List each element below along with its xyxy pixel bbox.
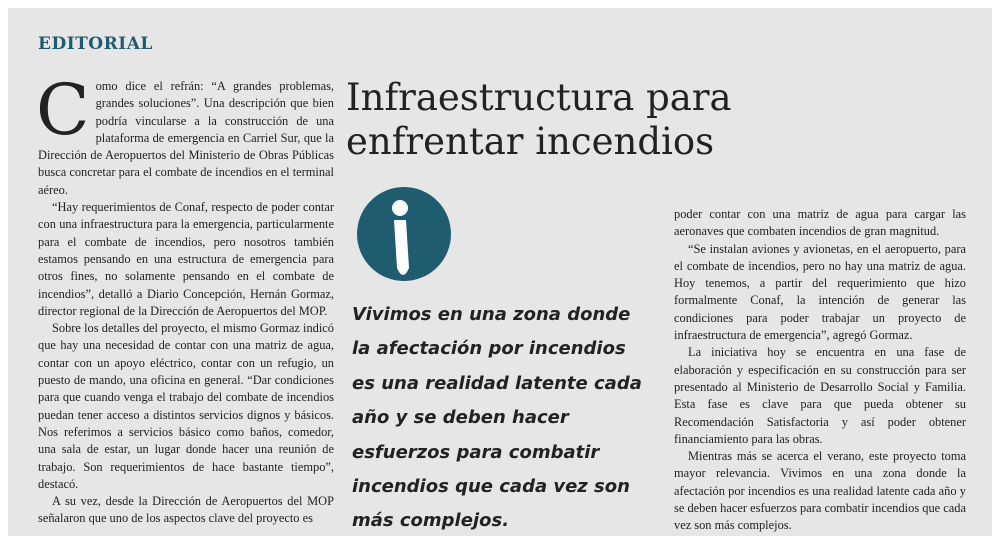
section-label: EDITORIAL — [38, 34, 153, 54]
drop-cap: C — [36, 69, 90, 151]
info-icon — [356, 186, 452, 282]
paragraph-3: Sobre los detalles del proyecto, el mismo Gormaz indicó que hay una necesidad de contar con una matriz de agua, contar con un apoyo eléctrico, contar con un refugio, un puesto de mando, una oficina en general. “Dar condiciones para que cuando venga el trabajo del combate de incendios puedan tener acceso a distintos servicios dignos y básicos. Nos referimos a servicios básico como baños, comedor, una sala de estar, un lugar donde hacer una reunión de trabajo. Son requerimientos de hace bastante tiempo”, destacó. — [38, 321, 334, 491]
paragraph-8: Mientras más se acerca el verano, este proyecto toma mayor relevancia. Vivimos en una zona donde la afectación por incendios es una realidad latente cada año y se deben hacer esfuerzos para combatir incendios que cada vez son más complejos. — [674, 449, 966, 533]
right-column — [674, 206, 966, 535]
paragraph-1 — [36, 69, 334, 199]
paragraph-4: A su vez, desde la Dirección de Aeropuertos del MOP señalaron que uno de los aspectos clave del proyecto es — [38, 494, 334, 526]
paragraph-6: “Se instalan aviones y avionetas, en el aeropuerto, para el combate de incendios, pero no hay una matriz de agua. Hoy tenemos, a partir del requerimiento que hizo formalmente Conaf, la intención de generar las condiciones para poder trabajar un proyecto de infraestructura de emergencia”, agregó Gormaz. — [674, 241, 966, 343]
paragraph-5: poder contar con una matriz de agua para cargar las aeronaves que combaten incendios de gran magnitud. — [674, 207, 966, 239]
headline: Infraestructura para enfrentar incendios — [346, 76, 732, 163]
editorial-page — [8, 8, 992, 536]
pull-quote: Vivimos en una zona donde la afectación por incendios es una realidad latente cada año y se deben hacer esfuerzos para combatir incendios que cada vez son más complejos. — [352, 304, 642, 532]
left-column — [36, 69, 334, 528]
paragraph-7: La iniciativa hoy se encuentra en una fase de elaboración y especificación en su construcción para ser presentado al Ministerio de Desarrollo Social y Familia. Esta fase es clave para que pueda obtener su Recomendación Satisfactoria y así poder obtener financiamiento para las obras. — [674, 345, 966, 446]
paragraph-2: “Hay requerimientos de Conaf, respecto de poder contar con una infraestructura para la emergencia, particularmente para el combate de incendios, pero nosotros también estamos pensando en una estructura de emergencia para otros fines, no solamente pensando en el combate de incendios”, detalló a Diario Concepción, Hernán Gormaz, director regional de la Dirección de Aeropuertos del MOP. — [38, 200, 334, 318]
paragraph-1-text: omo dice el refrán: “A grandes problemas, grandes soluciones”. Una descripción que bien podría vincularse a la construcción de una plataforma de emergencia en Carriel Sur, que la Dirección de Aeropuertos del Ministerio de Obras Públicas busca concretar para el combate de incendios en el terminal aéreo. — [38, 79, 334, 197]
